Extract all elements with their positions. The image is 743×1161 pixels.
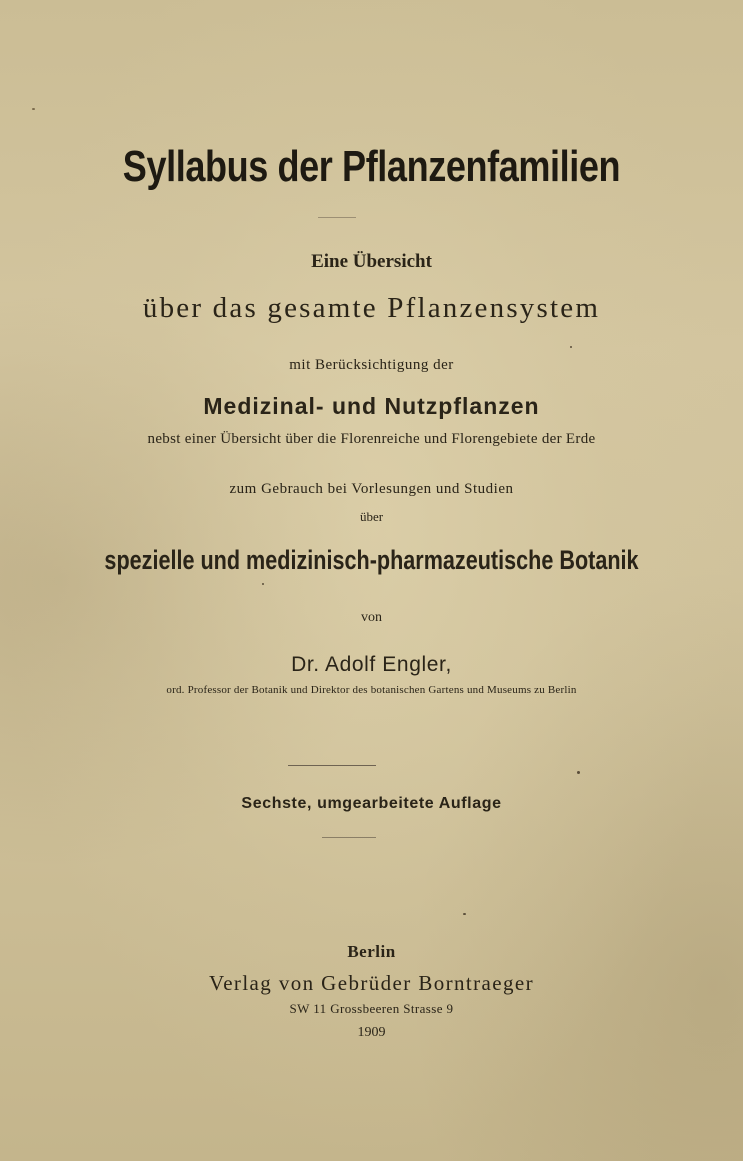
subtitle-line-5: nebst einer Übersicht über die Florenreiche und Florengebiete der Erde bbox=[147, 431, 596, 447]
subtitle-line-1: Eine Übersicht bbox=[311, 251, 432, 272]
subtitle-line-2: über das gesamte Pflanzensystem bbox=[142, 292, 601, 324]
publisher-address: SW 11 Grossbeeren Strasse 9 bbox=[289, 1001, 454, 1016]
paper-speck bbox=[577, 771, 580, 774]
paper-speck bbox=[570, 346, 572, 348]
paper-speck bbox=[262, 583, 264, 585]
publication-year: 1909 bbox=[357, 1025, 386, 1040]
publication-city: Berlin bbox=[347, 942, 396, 961]
subtitle-line-3: mit Berücksichtigung der bbox=[289, 357, 454, 373]
edition-note: Sechste, umgearbeitete Auflage bbox=[241, 795, 502, 812]
publisher-name: Verlag von Gebrüder Borntraeger bbox=[208, 971, 535, 995]
author-affiliation: ord. Professor der Botanik und Direktor des botanischen Gartens und Museums zu Berlin bbox=[166, 684, 577, 696]
title-divider bbox=[318, 217, 356, 218]
section-rule-1 bbox=[288, 765, 376, 766]
subtitle-line-6: zum Gebrauch bei Vorlesungen und Studien bbox=[229, 481, 514, 497]
subtitle-line-8: spezielle und medizinisch-pharmazeutische Botanik bbox=[104, 545, 639, 575]
paper-speck bbox=[463, 913, 466, 915]
paper-speck bbox=[32, 108, 35, 110]
subtitle-line-7: über bbox=[359, 509, 384, 524]
by-word: von bbox=[361, 610, 382, 625]
book-title: Syllabus der Pflanzenfamilien bbox=[122, 142, 621, 191]
section-rule-2 bbox=[322, 837, 376, 838]
author-name: Dr. Adolf Engler, bbox=[291, 653, 452, 676]
subtitle-line-4: Medizinal- und Nutzpflanzen bbox=[203, 393, 540, 419]
